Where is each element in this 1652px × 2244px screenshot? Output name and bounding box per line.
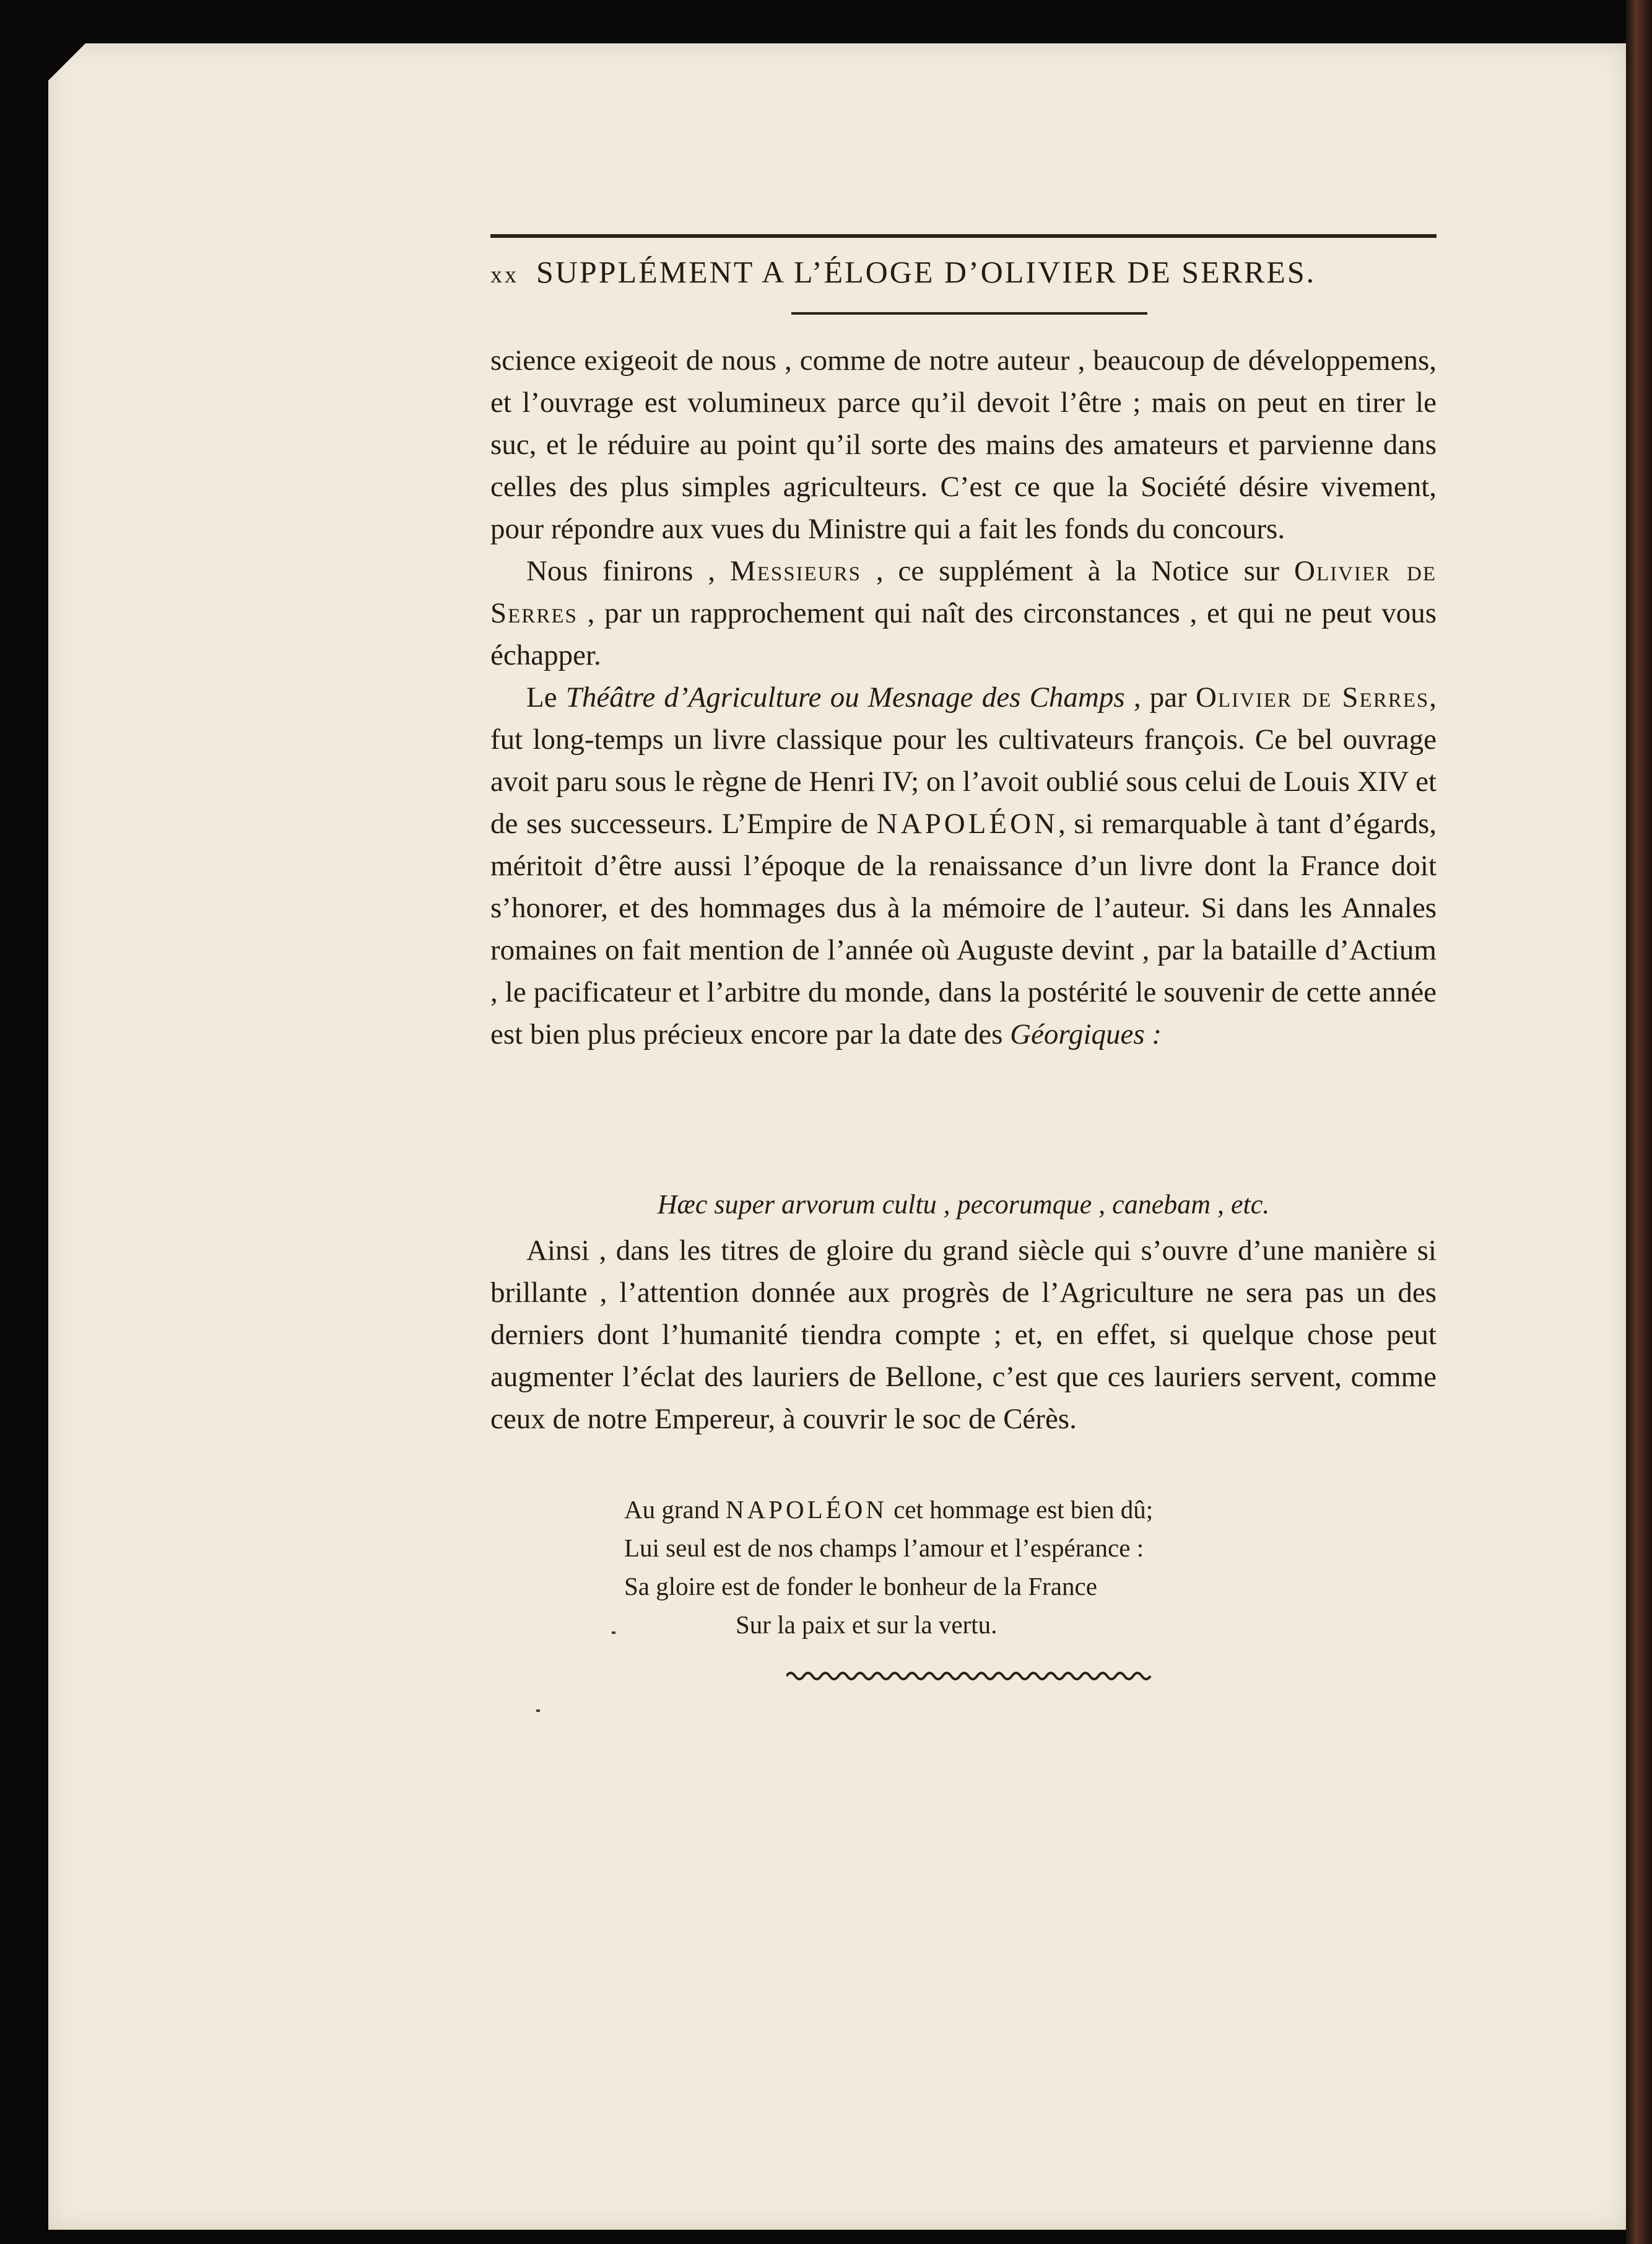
georgiques-italic: Géorgiques : (1010, 1018, 1162, 1050)
main-text-continued (490, 1229, 1437, 1440)
ink-speck (612, 1631, 615, 1634)
page-number: xx (490, 262, 519, 288)
book-binding-edge (1626, 0, 1652, 2244)
paragraph-4: Ainsi , dans les titres de gloire du grand siècle qui s’ouvre d’une manière si brillante , l’attention donnée aux progrès de l’Agriculture ne sera pas un des derniers dont l’humanité tiendra compte ; et, en effet, si quelque chose peut augmenter l’éclat des lauriers de Bellone, c’est que ces lauriers servent, comme ceux de notre Empereur, à couvrir le soc de Cérès. (490, 1234, 1437, 1435)
olivier-de-serres-name: Olivier de Serres (1195, 681, 1430, 714)
verse-line-3: Sa gloire est de fonder le bonheur de la France (624, 1572, 1097, 1600)
book-title-italic: Théâtre d’Agriculture ou Mesnage des Champs , (565, 681, 1141, 714)
page-corner-fold (48, 43, 85, 81)
running-head (490, 254, 1437, 297)
verse-line-2: Lui seul est de nos champs l’amour et l’espérance : (624, 1534, 1144, 1562)
paragraph-2: Nous finirons , Messieurs , ce supplément à la Notice sur Olivier de Serres , par un rapprochement qui naît des circonstances , et qui ne peut vous échapper. (490, 555, 1437, 671)
header-short-rule (791, 312, 1147, 315)
decorative-wave-ornament (786, 1669, 1152, 1683)
latin-quote: Hæc super arvorum cultu , pecorumque , canebam , etc. (657, 1189, 1270, 1220)
verse-block (624, 1490, 1305, 1644)
paragraph-1: science exigeoit de nous , comme de notre auteur , beaucoup de développemens, et l’ouvrage est volumineux parce qu’il devoit l’être ; mais on peut en tirer le suc, et le réduire au point qu’il sorte des mains des amateurs et parvienne dans celles des plus simples agriculteurs. C’est ce que la Société désire vivement, pour répondre aux vues du Ministre qui a fait les fonds du concours. (490, 344, 1437, 545)
ink-speck (536, 1709, 540, 1712)
messieurs-small-caps: Messieurs (729, 555, 861, 587)
header-rule (490, 234, 1437, 238)
running-head-title: SUPPLÉMENT A L’ÉLOGE D’OLIVIER DE SERRES. (536, 255, 1316, 289)
verse-line-4: Sur la paix et sur la vertu. (736, 1610, 998, 1639)
napoleon-name: NAPOLÉON (876, 808, 1058, 840)
paragraph-3: Le Théâtre d’Agriculture ou Mesnage des Champs , par Olivier de Serres, fut long-temps un livre classique pour les cultivateurs françois. Ce bel ouvrage avoit paru sous le règne de Henri IV; on l’avoit oublié sous celui de Louis XIV et de ses successeurs. L’Empire de NAPOLÉON, si remarquable à tant d’égards, méritoit d’être aussi l’époque de la renaissance d’un livre dont la France doit s’honorer, et des hommages dus à la mémoire de l’auteur. Si dans les Annales romaines on fait mention de l’année où Auguste devint , par la bataille d’Actium , le pacificateur et l’arbitre du monde, dans la postérité le souvenir de cette année est bien plus précieux encore par la date des Géorgiques : (490, 681, 1437, 1050)
olivier-de-serres-name: Olivier de Serres (490, 555, 1437, 629)
napoleon-name: NAPOLÉON (725, 1495, 887, 1524)
main-text (490, 339, 1437, 1055)
verse-line-1: Au grand NAPOLÉON cet hommage est bien dû; (624, 1495, 1154, 1524)
